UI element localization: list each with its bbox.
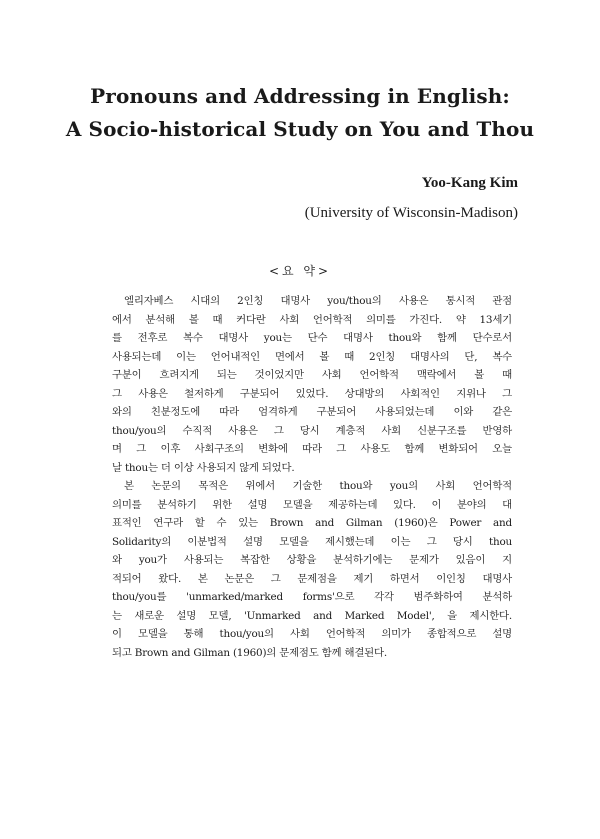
paper-title-line-2: A Socio-historical Study on You and Thou bbox=[65, 117, 535, 141]
abstract-line: 본 논문의 목적은 위에서 기술한 thou와 you의 사회 언어학적 bbox=[124, 480, 512, 492]
abstract-line: 와의 친분정도에 따라 엄격하게 구분되어 사용되었는데 이와 같은 bbox=[112, 406, 512, 418]
abstract-line: 되고 Brown and Gilman (1960)의 문제점도 함께 해결된다. bbox=[112, 646, 387, 659]
abstract-line: 표적인 연구라 할 수 있는 Brown and Gilman (1960)은 Power and bbox=[112, 517, 512, 529]
author-name: Yoo-Kang Kim bbox=[421, 175, 518, 191]
abstract-line: 며 그 이후 사회구조의 변화에 따라 그 사용도 함께 변화되어 오늘 bbox=[112, 443, 512, 455]
abstract-line: 를 전후로 복수 대명사 you는 단수 대명사 thou와 함께 단수로서 bbox=[112, 332, 512, 344]
abstract-line: 는 새로운 설명 모델, 'Unmarked and Marked Model', 을 제시한다. bbox=[112, 609, 512, 622]
paper-title-line-1: Pronouns and Addressing in English: bbox=[90, 84, 510, 108]
abstract-line: 의미를 분석하기 위한 설명 모델을 제공하는데 있다. 이 분야의 대 bbox=[112, 498, 512, 511]
abstract-line: 이 모델을 통해 thou/you의 사회 언어학적 의미가 종합적으로 설명 bbox=[112, 628, 512, 640]
abstract-line: 구분이 흐려지게 되는 것이었지만 사회 언어학적 맥락에서 볼 때 bbox=[112, 369, 512, 381]
abstract-line: Solidarity의 이분법적 설명 모델을 제시했는데 이는 그 당시 thou bbox=[112, 535, 512, 548]
author-affiliation: (University of Wisconsin-Madison) bbox=[304, 205, 518, 221]
abstract-line: thou/you를 'unmarked/marked forms'으로 각각 범주화하여 분석하 bbox=[112, 591, 512, 603]
abstract-body bbox=[112, 292, 512, 662]
abstract-line: 엘리자베스 시대의 2인칭 대명사 you/thou의 사용은 통시적 관점 bbox=[124, 295, 512, 307]
abstract-line: 날 thou는 더 이상 사용되지 않게 되었다. bbox=[112, 461, 295, 474]
abstract-heading: <요 약> bbox=[268, 264, 332, 278]
abstract-line: 와 you가 사용되는 복잡한 상황을 분석하기에는 문제가 있음이 지 bbox=[112, 554, 512, 566]
abstract-line: thou/you의 수직적 사용은 그 당시 계층적 사회 신분구조를 반영하 bbox=[112, 424, 512, 437]
abstract-line: 적되어 왔다. 본 논문은 그 문제점을 제기 하면서 이인칭 대명사 bbox=[112, 572, 512, 585]
abstract-line: 사용되는데 이는 언어내적인 면에서 볼 때 2인칭 대명사의 단, 복수 bbox=[112, 350, 512, 363]
abstract-line: 에서 분석해 볼 때 커다란 사회 언어학적 의미를 가진다. 약 13세기 bbox=[112, 313, 512, 326]
abstract-line: 그 사용은 철저하게 구분되어 있었다. 상대방의 사회적인 지위나 그 bbox=[112, 387, 512, 400]
